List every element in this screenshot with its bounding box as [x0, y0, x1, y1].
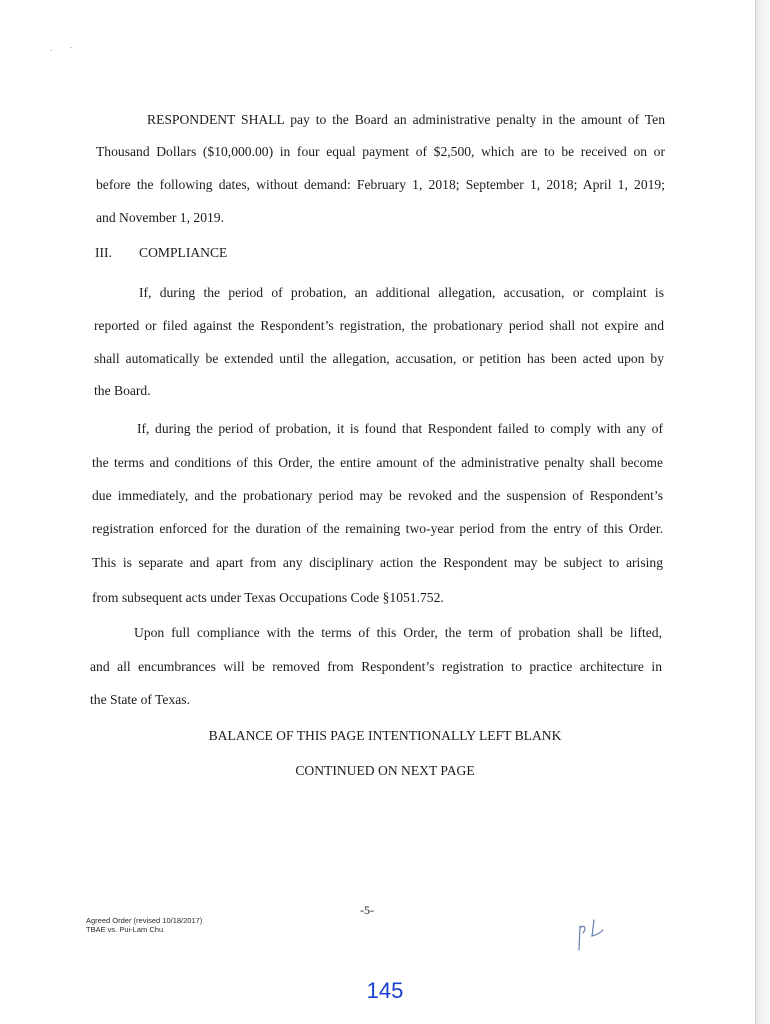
completion-line-3: the State of Texas.	[90, 692, 190, 707]
allegation-line-1: If, during the period of probation, an additional allegation, accusation, or complaint is	[139, 285, 664, 300]
scan-speck	[50, 50, 52, 51]
page-edge-shadow	[755, 0, 770, 1024]
handwritten-initials	[572, 914, 612, 954]
section-number: III.	[95, 245, 112, 260]
penalty-line-3: before the following dates, without demand: February 1, 2018; September 1, 2018; April 1, 2019;	[96, 177, 665, 192]
failure-line-3: due immediately, and the probationary period may be revoked and the suspension of Respondent’s	[92, 488, 663, 503]
failure-line-2: the terms and conditions of this Order, the entire amount of the administrative penalty shall become	[92, 455, 663, 470]
bates-number: 145	[366, 978, 404, 1003]
notice-blank: BALANCE OF THIS PAGE INTENTIONALLY LEFT BLANK	[208, 728, 562, 743]
allegation-line-4: the Board.	[94, 383, 151, 398]
failure-line-1: If, during the period of probation, it is found that Respondent failed to comply with any of	[137, 421, 663, 436]
completion-line-2: and all encumbrances will be removed from Respondent’s registration to practice architecture in	[90, 659, 662, 674]
failure-line-4: registration enforced for the duration of the remaining two-year period from the entry of this Order.	[92, 521, 663, 536]
completion-line-1: Upon full compliance with the terms of this Order, the term of probation shall be lifted,	[134, 625, 662, 640]
footer-case: TBAE vs. Pui-Lam Chu	[86, 925, 164, 934]
section-title: COMPLIANCE	[139, 245, 228, 260]
page-number: -5-	[360, 903, 374, 917]
footer-revision: Agreed Order (revised 10/18/2017)	[86, 916, 203, 925]
penalty-line-4: and November 1, 2019.	[96, 210, 224, 225]
allegation-line-3: shall automatically be extended until the allegation, accusation, or petition has been acted upon by	[94, 351, 664, 366]
penalty-line-1: RESPONDENT SHALL pay to the Board an administrative penalty in the amount of Ten	[147, 112, 665, 127]
failure-line-5: This is separate and apart from any disciplinary action the Respondent may be subject to arising	[92, 555, 663, 570]
penalty-line-2: Thousand Dollars ($10,000.00) in four equal payment of $2,500, which are to be received on or	[96, 144, 665, 159]
notice-continued: CONTINUED ON NEXT PAGE	[295, 763, 475, 778]
allegation-line-2: reported or filed against the Respondent’s registration, the probationary period shall not expire and	[94, 318, 664, 333]
failure-line-6: from subsequent acts under Texas Occupations Code §1051.752.	[92, 590, 444, 605]
scan-speck	[70, 47, 72, 48]
